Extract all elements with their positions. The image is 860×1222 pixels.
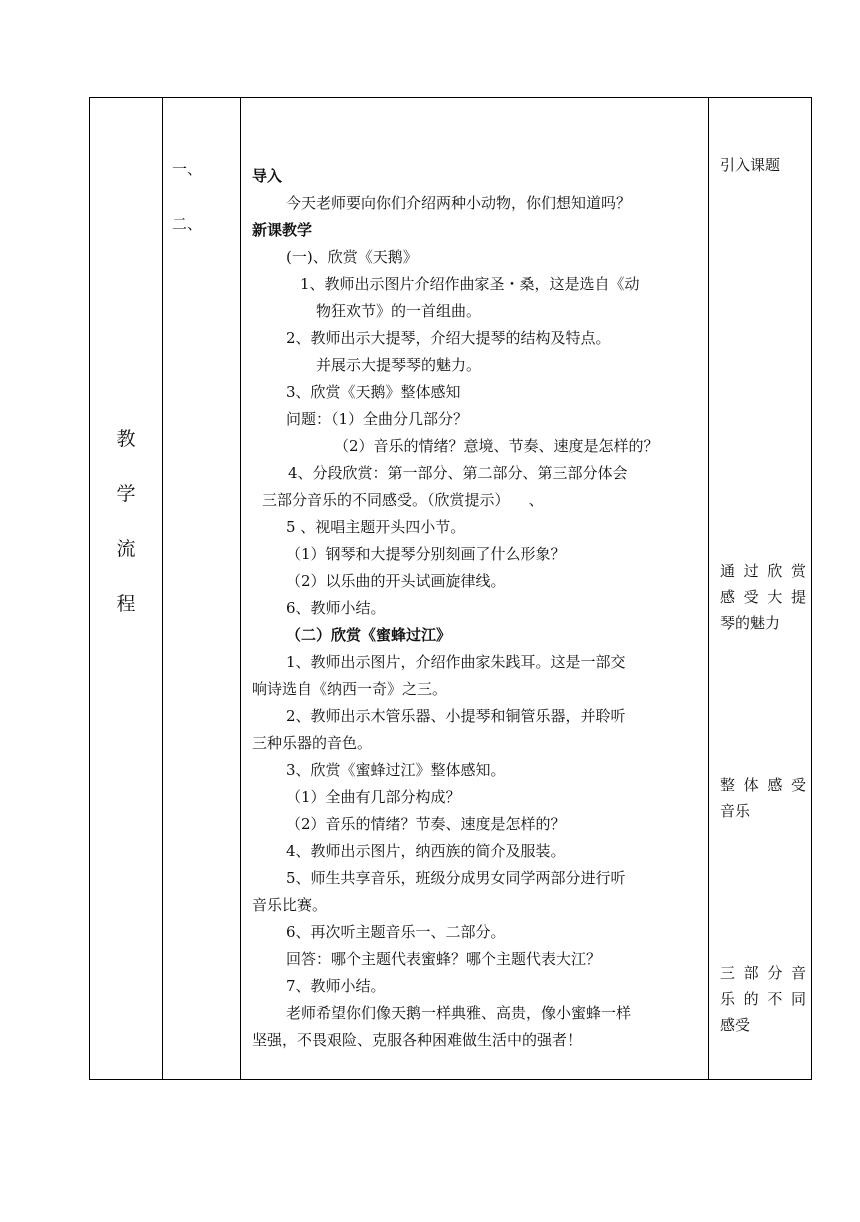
content-line: 物狂欢节》的一首组曲。 [316,302,482,320]
label-char: 流 [116,538,136,560]
content-line: 今天老师要向你们介绍两种小动物，你们想知道吗？ [286,194,632,212]
content-line: 回答：哪个主题代表蜜蜂？哪个主题代表大江？ [286,950,602,968]
label-char: 教 [116,428,136,450]
subheading-bees: （二）欣赏《蜜蜂过江》 [286,626,452,644]
note-line: 感受大提 [720,588,806,606]
content-line: （2）音乐的情绪？意境、节奏、速度是怎样的？ [334,437,659,455]
note-line: 琴的魅力 [720,614,781,632]
column-divider [240,98,241,1079]
note-cello-charm [720,558,806,636]
teaching-process-label [90,98,162,1079]
column-divider [162,98,163,1079]
content-line: 6、再次听主题音乐一、二部分。 [286,923,506,941]
content-line: （1）全曲有几部分构成？ [286,788,461,806]
content-line: 2、教师出示大提琴，介绍大提琴的结构及特点。 [286,329,611,347]
content-line: 5 、视唱主题开头四小节。 [286,518,466,536]
note-three-parts [720,960,806,1038]
heading-new-lesson: 新课教学 [252,221,313,239]
content-line: 问题：（1）全曲分几部分？ [286,410,469,428]
content-line: 5、师生共享音乐，班级分成男女同学两部分进行听 [286,869,626,887]
content-line: 1、教师出示图片，介绍作曲家朱践耳。这是一部交 [286,653,626,671]
content-line: 3、欣赏《蜜蜂过江》整体感知。 [286,761,506,779]
content-line: 2、教师出示木管乐器、小提琴和铜管乐器，并聆听 [286,707,626,725]
note-line: 音乐 [720,802,751,820]
note-line: 感受 [720,1016,751,1034]
subheading-swan: (一)、欣赏《天鹅》 [286,248,418,266]
content-line: （1）钢琴和大提琴分别刻画了什么形象？ [286,545,566,563]
content-line: 响诗选自《纳西一奇》之三。 [252,680,448,698]
label-char: 程 [116,593,136,615]
section-number: 一、 [172,160,203,178]
label-char: 学 [116,483,136,505]
note-line: 通过欣赏 [720,562,806,580]
heading-intro: 导入 [252,167,283,185]
content-line: 4、教师出示图片，纳西族的简介及服装。 [286,842,566,860]
content-line: 3、欣赏《天鹅》整体感知 [286,383,461,401]
content-line: （2）音乐的情绪？节奏、速度是怎样的？ [286,815,566,833]
content-line: 三种乐器的音色。 [252,734,373,752]
content-line: 4、分段欣赏：第一部分、第二部分、第三部分体会 [288,464,628,482]
content-line: 音乐比赛。 [252,896,328,914]
content-line: 老师希望你们像天鹅一样典雅、高贵，像小蜜蜂一样 [286,1004,632,1022]
note-intro-topic [720,152,806,178]
content-line: （2）以乐曲的开头试画旋律线。 [286,572,506,590]
note-line: 引入课题 [720,156,781,174]
note-line: 三部分音 [720,964,806,982]
content-line: 1、教师出示图片介绍作曲家圣・桑，这是选自《动 [300,275,640,293]
column-divider [708,98,709,1079]
content-line: 6、教师小结。 [286,599,386,617]
note-line: 乐的不同 [720,990,806,1008]
content-line: 坚强，不畏艰险、克服各种困难做生活中的强者！ [252,1031,583,1049]
note-overall-feel [720,772,806,824]
section-number: 二、 [172,215,203,233]
content-line: 7、教师小结。 [286,977,386,995]
content-line: 三部分音乐的不同感受。（欣赏提示） 、 [262,491,544,509]
note-line: 整体感受 [720,776,806,794]
content-line: 并展示大提琴琴的魅力。 [316,356,482,374]
lesson-table [89,97,812,1080]
